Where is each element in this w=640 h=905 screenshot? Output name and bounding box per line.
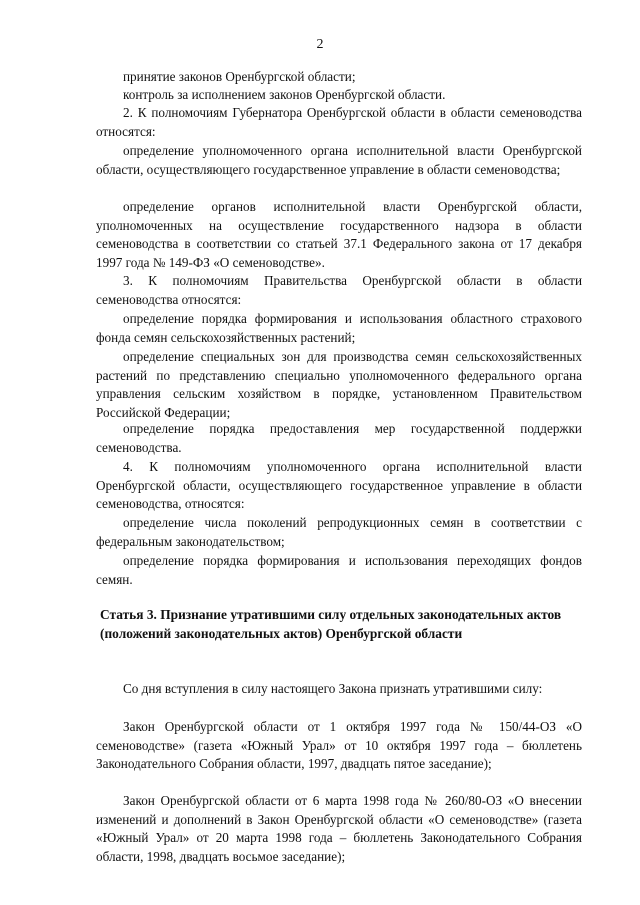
paragraph-3: 2. К полномочиям Губернатора Оренбургской области в области семеноводства относятся: — [96, 105, 582, 139]
paragraph-5: определение органов исполнительной власти Оренбургской области, уполномоченных на осуществление государственного надзора в области семеноводства в соответствии со статьей 37.1 Федерального закона от 17 декабря 1997 года № 149-ФЗ «О семеноводстве». — [96, 199, 582, 270]
page-number: 2 — [316, 37, 324, 52]
paragraph-7: определение порядка формирования и использования областного страхового фонда семян сельскохозяйственных растений; — [96, 311, 582, 345]
paragraph-12: определение порядка формирования и использования переходящих фондов семян. — [96, 553, 582, 587]
paragraph-10: 4. К полномочиям уполномоченного органа исполнительной власти Оренбургской области, осуществляющего государственное управление в области семеноводства, относятся: — [96, 459, 582, 511]
article-3-paragraph-2: Закон Оренбургской области от 1 октября 1997 года № 150/44-ОЗ «О семеноводстве» (газета «Южный Урал» от 10 октября 1997 года – бюллетень Законодательного Собрания области, 1997, двадцать пятое заседание); — [96, 719, 582, 771]
paragraph-8: определение специальных зон для производства семян сельскохозяйственных растений по представлению специально уполномоченного федерального органа управления сельским хозяйством в порядке, установленном Правительством Российской Федерации; — [96, 349, 582, 420]
paragraph-6: 3. К полномочиям Правительства Оренбургской области в области семеноводства относятся: — [96, 273, 582, 307]
paragraph-1: принятие законов Оренбургской области; — [123, 69, 356, 84]
article-3-paragraph-3: Закон Оренбургской области от 6 марта 1998 года № 260/80-ОЗ «О внесении изменений и дополнений в Закон Оренбургской области «О семеноводстве» (газета «Южный Урал» от 20 марта 1998 года – бюллетень Законодательного Собрания области, 1998, двадцать восьмое заседание); — [96, 793, 582, 864]
article-3-paragraph-1: Со дня вступления в силу настоящего Закона признать утратившими силу: — [123, 681, 543, 696]
paragraph-4: определение уполномоченного органа исполнительной власти Оренбургской области, осуществляющего государственное управление в области семеноводства; — [96, 143, 582, 177]
paragraph-11: определение числа поколений репродукционных семян в соответствии с федеральным законодательством; — [96, 515, 582, 549]
article-3-title: Статья 3. Признание утратившими силу отдельных законодательных актов (положений законодательных актов) Оренбургской области — [100, 607, 562, 641]
paragraph-2: контроль за исполнением законов Оренбургской области. — [123, 87, 446, 102]
article-3-heading — [100, 606, 582, 643]
paragraph-9: определение порядка предоставления мер государственной поддержки семеноводства. — [96, 421, 582, 455]
